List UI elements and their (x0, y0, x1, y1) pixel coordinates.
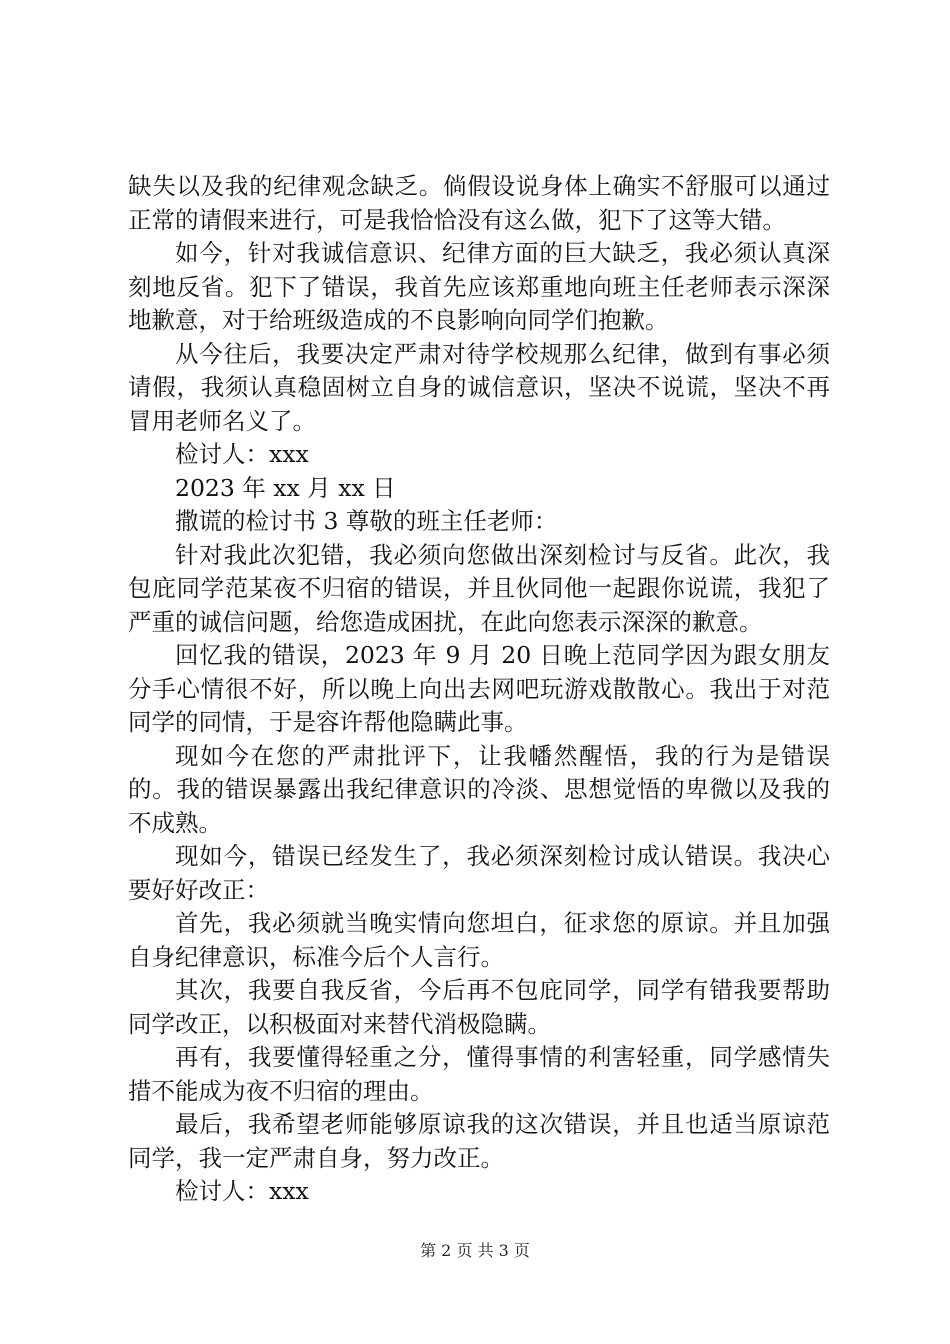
page-number: 第 2 页 共 3 页 (420, 1241, 530, 1260)
section-heading: 撒谎的检讨书 3 尊敬的班主任老师： (175, 507, 558, 535)
paragraph: 现如今在您的严肃批评下，让我幡然醒悟，我的行为是错误的。我的错误暴露出我纪律意识的冷淡、思想觉悟的卑微以及我的不成熟。 (128, 741, 830, 837)
date-line: 2023 年 xx 月 xx 日 (175, 473, 396, 502)
paragraph: 再有，我要懂得轻重之分，懂得事情的利害轻重，同学感情失措不能成为夜不归宿的理由。 (128, 1043, 830, 1105)
paragraph: 回忆我的错误，2023 年 9 月 20 日晚上范同学因为跟女朋友分手心情很不好，所以晚上向出去网吧玩游戏散散心。我出于对范同学的同情，于是容许帮他隐瞒此事。 (128, 641, 830, 736)
paragraph: 其次，我要自我反省，今后再不包庇同学，同学有错我要帮助同学改正，以积极面对来替代消极隐瞒。 (128, 976, 830, 1038)
paragraph: 针对我此次犯错，我必须向您做出深刻检讨与反省。此次，我包庇同学范某夜不归宿的错误，并且伙同他一起跟你说谎，我犯了严重的诚信问题，给您造成困扰，在此向您表示深深的歉意。 (128, 540, 830, 636)
paragraph: 从今往后，我要决定严肃对待学校规那么纪律，做到有事必须请假，我须认真稳固树立自身的诚信意识，坚决不说谎，坚决不再冒用老师名义了。 (128, 339, 830, 435)
document-body (128, 170, 830, 1209)
signature-line: 检讨人：xxx (175, 440, 309, 468)
paragraph: 缺失以及我的纪律观念缺乏。倘假设说身体上确实不舒服可以通过正常的请假来进行，可是我恰恰没有这么做，犯下了这等大错。 (128, 172, 830, 234)
signature-line: 检讨人：xxx (175, 1177, 309, 1205)
paragraph: 如今，针对我诚信意识、纪律方面的巨大缺乏，我必须认真深刻地反省。犯下了错误，我首先应该郑重地向班主任老师表示深深地歉意，对于给班级造成的不良影响向同学们抱歉。 (128, 239, 830, 334)
paragraph: 最后，我希望老师能够原谅我的这次错误，并且也适当原谅范同学，我一定严肃自身，努力改正。 (128, 1110, 830, 1172)
paragraph: 首先，我必须就当晚实情向您坦白，征求您的原谅。并且加强自身纪律意识，标准今后个人言行。 (128, 909, 830, 971)
paragraph: 现如今，错误已经发生了，我必须深刻检讨成认错误。我决心要好好改正： (128, 842, 830, 904)
